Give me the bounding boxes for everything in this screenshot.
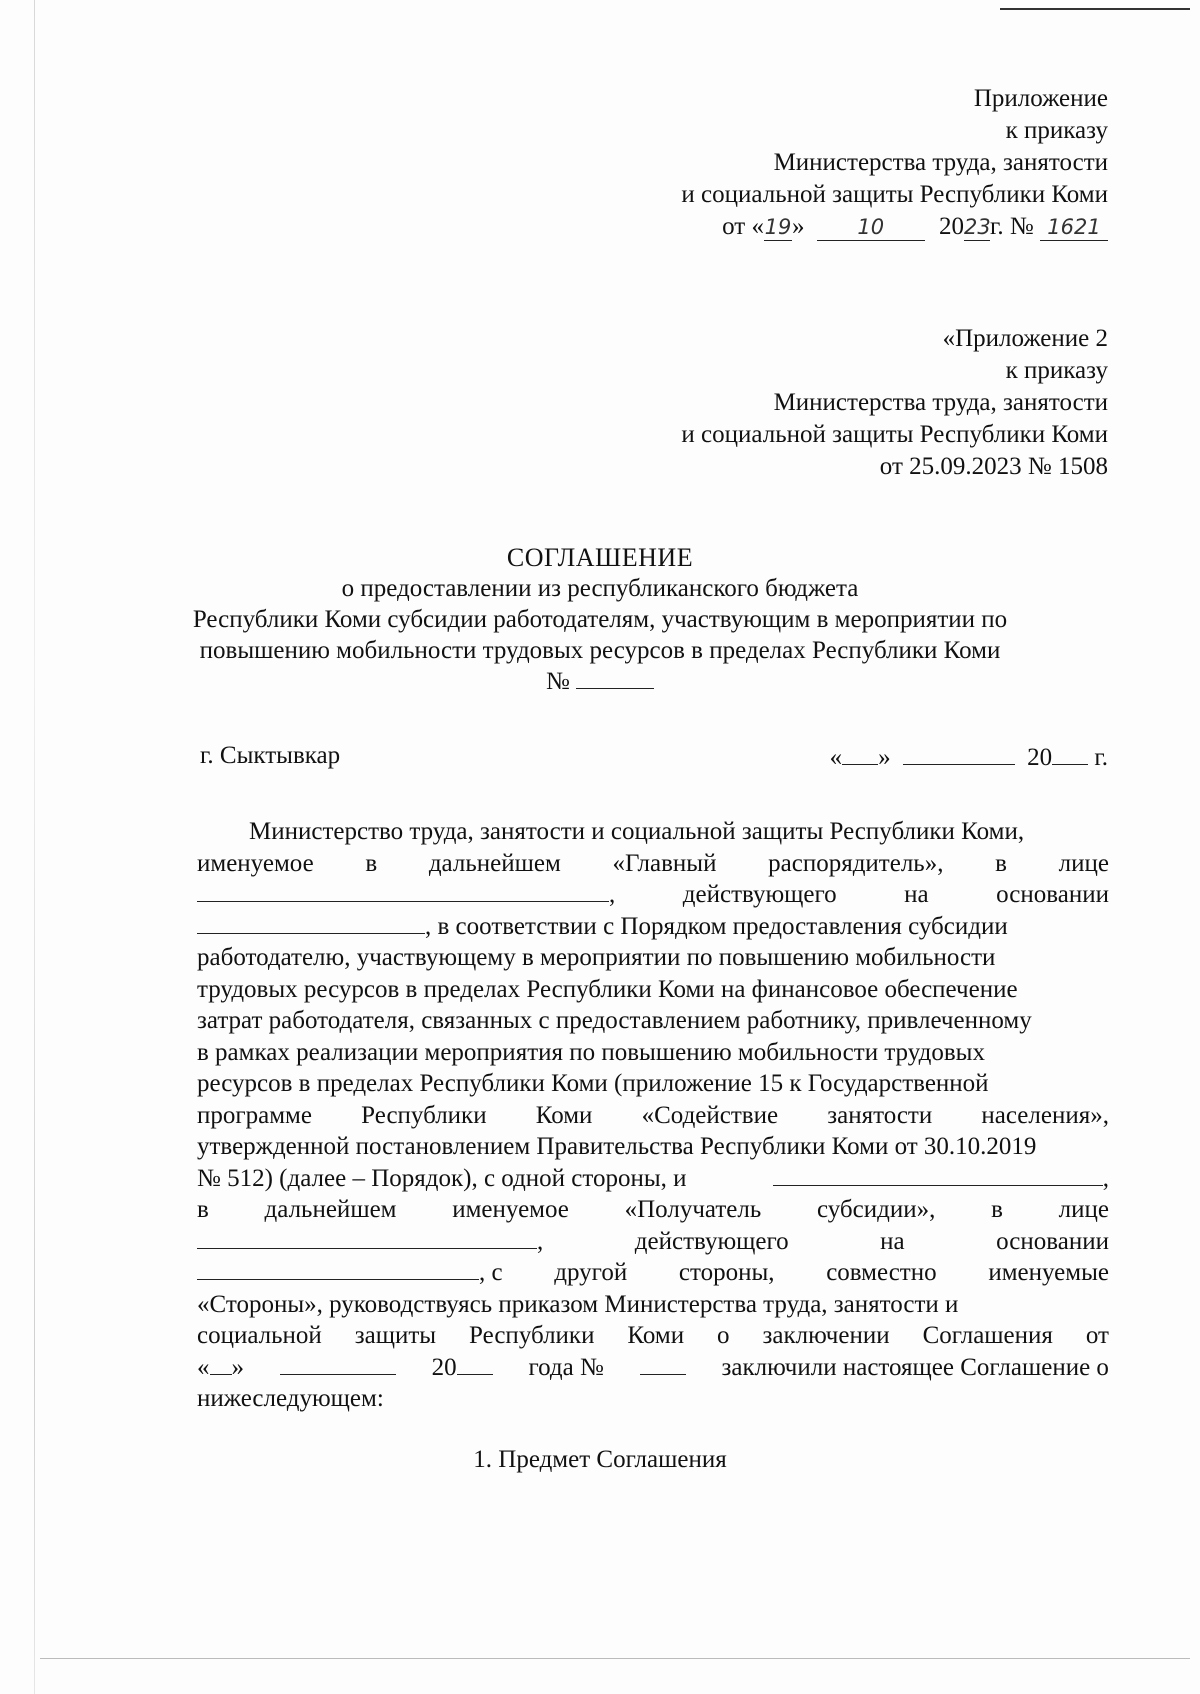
word: социальной — [197, 1322, 322, 1349]
place-date-row — [200, 742, 1108, 772]
basis-blank — [197, 911, 425, 934]
year-suffix: г. — [1094, 744, 1108, 771]
word: в — [995, 849, 1007, 877]
text-line — [197, 1194, 1109, 1226]
handwritten-number: 1621 — [1040, 214, 1108, 241]
attachment-line: к приказу — [1005, 117, 1108, 144]
recipient-basis-blank — [197, 1257, 479, 1280]
word: дальнейшем — [264, 1196, 397, 1223]
word: на — [904, 881, 929, 908]
word: Коми — [627, 1322, 685, 1349]
attachment-line: и социальной защиты Республики Коми — [681, 421, 1108, 448]
word: , — [1102, 1164, 1109, 1192]
word: в — [365, 849, 378, 877]
word: в — [197, 1196, 209, 1223]
word: занятости — [827, 1101, 933, 1129]
word: основании — [996, 881, 1109, 908]
word: заключении — [762, 1322, 890, 1349]
word: Коми — [535, 1101, 593, 1129]
quote-open: « — [197, 1353, 210, 1381]
text-line — [197, 879, 1109, 911]
date-blank — [830, 742, 1108, 772]
word: населения», — [981, 1101, 1109, 1129]
attachment-line: от 25.09.2023 № 1508 — [879, 453, 1108, 480]
text-line — [197, 848, 1109, 880]
text-line: Министерство труда, занятости и социальной защиты Республики Коми, — [249, 818, 1025, 845]
month-blank — [280, 1352, 396, 1375]
text-line — [197, 1257, 1109, 1289]
order-number-blank — [640, 1352, 686, 1375]
text-line: затрат работодателя, связанных с предоставлением работнику, привлеченному — [197, 1007, 1032, 1034]
word: лице — [1058, 1196, 1109, 1223]
text-line: трудовых ресурсов в пределах Республики Коми на финансовое обеспечение — [197, 975, 1018, 1003]
text: года № — [528, 1353, 604, 1381]
word: распорядитель», — [768, 849, 944, 877]
word: субсидии», — [816, 1196, 936, 1223]
bottom-rule — [40, 1658, 1190, 1659]
handwritten-month: 10 — [817, 214, 925, 241]
quote-close: » — [231, 1353, 244, 1381]
attachment-line: и социальной защиты Республики Коми — [681, 181, 1108, 208]
word: о — [717, 1322, 730, 1349]
word: в — [991, 1196, 1003, 1223]
word: «Главный — [612, 849, 717, 877]
scan-edge — [34, 0, 35, 1694]
word: , — [537, 1227, 544, 1255]
number-label: № — [545, 668, 570, 695]
agreement-title — [130, 542, 1070, 697]
title-line: о предоставлении из республиканского бюджета — [341, 575, 859, 602]
blank-with-text — [197, 1257, 503, 1289]
word: от — [1085, 1322, 1109, 1349]
text: заключили настоящее Соглашение о — [721, 1353, 1109, 1381]
word: именуемое — [197, 849, 314, 877]
text-line — [197, 1226, 1109, 1258]
text-line — [197, 911, 1109, 943]
section-heading: 1. Предмет Соглашения — [473, 1446, 727, 1473]
word: совместно — [826, 1259, 937, 1286]
text-line: работодателю, участвующему в мероприятии по повышению мобильности — [197, 944, 996, 971]
attachment-line: Министерства труда, занятости — [773, 389, 1108, 416]
recipient-blank — [773, 1163, 1103, 1186]
word: именуемые — [988, 1259, 1109, 1286]
title-line: повышению мобильности трудовых ресурсов в пределах Республики Коми — [199, 637, 1001, 664]
day-blank — [842, 742, 878, 765]
city: г. Сыктывкар — [200, 742, 341, 769]
year-prefix: 20 — [431, 1353, 457, 1381]
year-prefix: 20 — [1027, 744, 1053, 771]
word: Соглашения — [922, 1322, 1053, 1349]
attachment-2-block — [681, 323, 1108, 483]
order-date-blank — [197, 1352, 244, 1384]
word: программе — [197, 1101, 312, 1129]
handwritten-year: 23 — [963, 215, 991, 239]
attachment-line: «Приложение 2 — [942, 325, 1108, 352]
title-main: СОГЛАШЕНИЕ — [506, 543, 694, 572]
attachment-line: Министерства труда, занятости — [773, 149, 1108, 176]
text-line: ресурсов в пределах Республики Коми (приложение 15 к Государственной — [197, 1070, 989, 1097]
word: Республики — [469, 1322, 595, 1349]
number-blank — [576, 666, 654, 689]
year-blank-group — [432, 1352, 493, 1384]
word: действующего — [682, 881, 837, 908]
handwritten-day: 19 — [764, 215, 792, 239]
blank-with-comma — [197, 879, 615, 911]
text-line — [197, 1320, 1109, 1352]
header-attachment — [681, 83, 1108, 243]
attachment-date-line — [681, 211, 1108, 243]
agreement-preamble — [197, 816, 1109, 1415]
word: , с — [479, 1259, 503, 1286]
attachment-line: Приложение — [973, 85, 1108, 112]
official-name-blank — [197, 879, 609, 902]
year-prefix: 20 — [938, 213, 964, 240]
top-rule — [1000, 8, 1190, 10]
word: дальнейшем — [428, 849, 561, 877]
quote-open: « — [829, 744, 843, 771]
day-blank — [210, 1352, 232, 1375]
date-quote: » — [791, 213, 805, 240]
text: , в соответствии с Порядком предоставления субсидии — [425, 912, 1008, 940]
word: , — [609, 881, 616, 908]
text-line: утвержденной постановлением Правительства Республики Коми от 30.10.2019 — [197, 1133, 1037, 1160]
date-prefix: от « — [722, 213, 764, 240]
text-line — [197, 1100, 1109, 1132]
blank-with-text — [197, 911, 1008, 943]
word: лице — [1058, 849, 1109, 877]
text-line — [197, 1352, 1109, 1384]
text: № 512) (далее – Порядок), с одной стороны, и — [197, 1164, 687, 1192]
recipient-official-blank — [197, 1226, 537, 1249]
text-line: нижеследующем: — [197, 1385, 384, 1412]
text-line: в рамках реализации мероприятия по повышению мобильности трудовых — [197, 1038, 985, 1066]
attachment-line: к приказу — [1005, 357, 1108, 384]
year-blank — [1052, 742, 1088, 765]
word: стороны, — [678, 1259, 775, 1286]
word: другой — [554, 1259, 628, 1286]
word: Республики — [361, 1101, 487, 1129]
blank-with-comma — [773, 1163, 1109, 1195]
word: именуемое — [452, 1196, 569, 1223]
word: «Получатель — [624, 1196, 762, 1223]
text-line: «Стороны», руководствуясь приказом Министерства труда, занятости и — [197, 1290, 959, 1318]
word: «Содействие — [641, 1101, 779, 1129]
title-line: Республики Коми субсидии работодателям, участвующим в мероприятии по — [192, 606, 1008, 633]
year-blank — [457, 1352, 493, 1375]
word: на — [880, 1227, 905, 1255]
word: действующего — [634, 1227, 789, 1255]
quote-close: » — [878, 744, 891, 771]
blank-with-comma — [197, 1226, 543, 1258]
text-line — [197, 1163, 1109, 1195]
title-number-line — [130, 666, 1070, 697]
word: основании — [996, 1227, 1109, 1255]
month-blank — [903, 742, 1015, 765]
word: защиты — [354, 1322, 437, 1349]
number-prefix: г. № — [989, 213, 1034, 240]
